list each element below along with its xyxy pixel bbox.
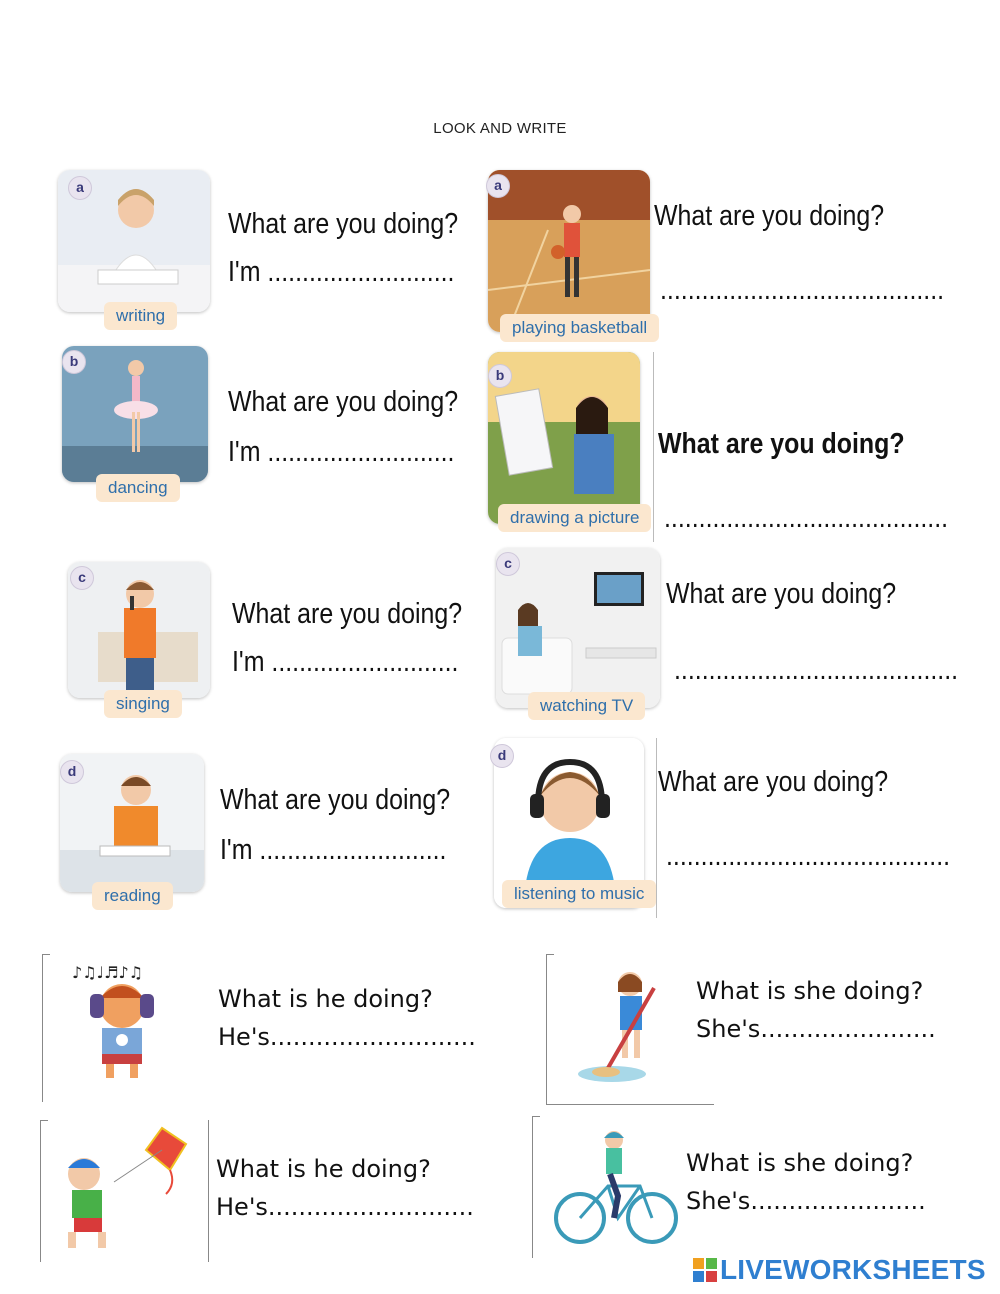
caption-label: singing [104, 690, 182, 718]
exercise-frame [546, 1104, 714, 1105]
answer-line[interactable]: ......................................... [660, 274, 945, 306]
answer-line[interactable]: ......................................... [666, 840, 951, 872]
basketball-photo [488, 170, 650, 332]
exercise-frame [532, 1116, 533, 1258]
caption-label: reading [92, 882, 173, 910]
answer-line[interactable]: He's........................... [216, 1193, 474, 1221]
caption-label: dancing [96, 474, 180, 502]
question-text: What is he doing? [218, 985, 433, 1013]
letter-badge: a [68, 176, 92, 200]
liveworksheets-logo[interactable] [692, 1252, 992, 1288]
question-text: What is he doing? [216, 1155, 431, 1183]
question-text: What are you doing? [658, 766, 889, 798]
exercise-frame [532, 1116, 540, 1117]
question-text: What are you doing? [666, 578, 897, 610]
answer-line[interactable]: She's....................... [686, 1187, 926, 1215]
divider-line [656, 738, 657, 918]
question-text: What are you doing? [220, 784, 451, 816]
letter-badge: a [486, 174, 510, 198]
exercise-frame [42, 954, 50, 955]
caption-label: watching TV [528, 692, 645, 720]
watching-tv-photo [496, 548, 660, 708]
girl-mopping-illustration [568, 962, 672, 1086]
question-text: What are you doing? [654, 200, 885, 232]
answer-line[interactable]: I'm ........................... [228, 256, 455, 288]
question-text: What is she doing? [696, 977, 924, 1005]
question-text: What are you doing? [232, 598, 463, 630]
answer-line[interactable]: She's....................... [696, 1015, 936, 1043]
letter-badge: c [70, 566, 94, 590]
question-text: What are you doing? [658, 428, 905, 460]
brand-text: LIVEWORKSHEETS [720, 1254, 986, 1285]
divider-line [208, 1120, 209, 1262]
answer-line[interactable]: I'm ........................... [232, 646, 459, 678]
letter-badge: d [490, 744, 514, 768]
exercise-frame [42, 954, 43, 1102]
question-text: What are you doing? [228, 386, 459, 418]
answer-line[interactable]: ......................................... [664, 502, 949, 534]
answer-line[interactable]: ......................................... [674, 654, 959, 686]
letter-badge: c [496, 552, 520, 576]
exercise-frame [546, 954, 547, 1104]
divider-line [653, 352, 654, 542]
exercise-frame [546, 954, 554, 955]
caption-label: playing basketball [500, 314, 659, 342]
page-title: LOOK AND WRITE [433, 120, 567, 137]
letter-badge: d [60, 760, 84, 784]
woman-cycling-illustration [552, 1126, 680, 1252]
caption-label: listening to music [502, 880, 656, 908]
letter-badge: b [488, 364, 512, 388]
svg-text:♪♫♩♬♪♫: ♪♫♩♬♪♫ [72, 963, 143, 982]
exercise-frame [40, 1120, 41, 1262]
answer-line[interactable]: He's........................... [218, 1023, 476, 1051]
answer-line[interactable]: I'm ........................... [220, 834, 447, 866]
question-text: What are you doing? [228, 208, 459, 240]
caption-label: drawing a picture [498, 504, 651, 532]
question-text: What is she doing? [686, 1149, 914, 1177]
letter-badge: b [62, 350, 86, 374]
boy-kite-illustration [54, 1124, 200, 1256]
liveworksheets-logo-icon [692, 1257, 718, 1283]
caption-label: writing [104, 302, 177, 330]
answer-line[interactable]: I'm ........................... [228, 436, 455, 468]
boy-headphones-illustration [62, 958, 186, 1080]
exercise-frame [40, 1120, 48, 1121]
